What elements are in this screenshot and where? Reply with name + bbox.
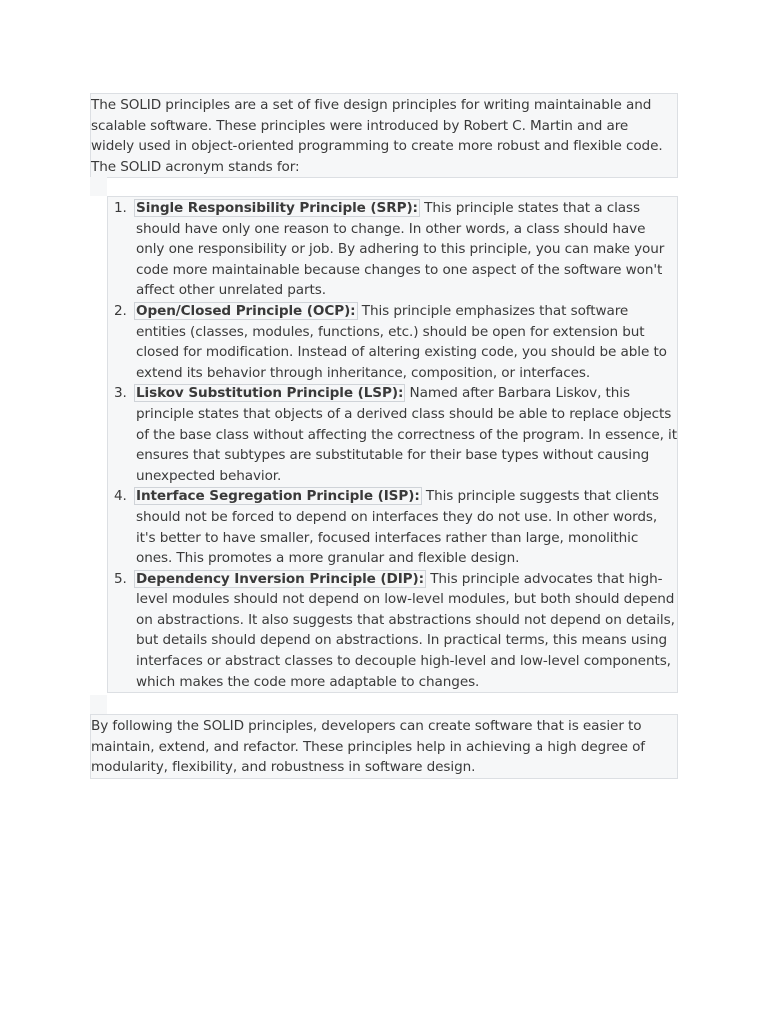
- outro-text: By following the SOLID principles, developers can create software that is easier to maintain, extend, and refactor. These principles help in achieving a high degree of modularity, flexibility, and robustness in software design.: [91, 718, 645, 776]
- list-item-number: 1.: [114, 200, 127, 216]
- principle-description: This principle states that a class should have only one reason to change. In other words, a class should have only one responsibility or job. By adhering to this principle, you can make your code more maintainable because changes to one aspect of the software won't affect other unrelated parts.: [136, 200, 665, 299]
- list-item-number: 5.: [114, 570, 127, 587]
- intro-text: The SOLID principles are a set of five design principles for writing maintainable and scalable software. These principles were introduced by Robert C. Martin and are widely used in object-oriented programming to create more robust and flexible code. The SOLID acronym stands for:: [91, 97, 663, 175]
- list-item-number: 3.: [114, 385, 127, 402]
- principle-description: This principle suggests that clients should not be forced to depend on interfaces they do not use. In other words, it's better to have smaller, focused interfaces rather than large, monolithic ones. This promotes a more granular and flexible design.: [136, 488, 659, 567]
- principle-term: Interface Segregation Principle (ISP):: [136, 488, 420, 505]
- outro-paragraph: [90, 714, 678, 779]
- principle-term: Single Responsibility Principle (SRP):: [136, 200, 418, 216]
- list-item: [108, 198, 677, 301]
- intro-paragraph: [90, 93, 678, 178]
- principles-list: [108, 198, 677, 692]
- principle-description: This principle advocates that high-level modules should not depend on low-level modules, but both should depend on abstractions. It also suggests that abstractions should not depend on details, but details should depend on abstractions. In practical terms, this means using interfaces or abstract classes to decouple high-level and low-level components, which makes the code more adaptable to changes.: [136, 570, 675, 690]
- list-item: [108, 383, 677, 486]
- principles-list-container: [107, 196, 678, 693]
- principle-description: This principle emphasizes that software entities (classes, modules, functions, etc.) should be open for extension but closed for modification. Instead of altering existing code, you should be able to extend its behavior through inheritance, composition, or interfaces.: [136, 302, 667, 381]
- list-item-number: 2.: [114, 302, 127, 319]
- list-gutter-top: [90, 177, 107, 196]
- principle-term: Open/Closed Principle (OCP):: [136, 302, 356, 319]
- list-item: [108, 301, 677, 383]
- list-item: [108, 569, 677, 693]
- list-gutter-bottom: [90, 695, 107, 714]
- list-item-number: 4.: [114, 488, 127, 505]
- list-item: [108, 486, 677, 568]
- principle-description: Named after Barbara Liskov, this principle states that objects of a derived class should be able to replace objects of the base class without affecting the correctness of the program. In essence, it ensures that subtypes are substitutable for their base types without causing unexpected behavior.: [136, 385, 677, 484]
- principle-term: Liskov Substitution Principle (LSP):: [136, 385, 404, 402]
- principle-term: Dependency Inversion Principle (DIP):: [136, 570, 424, 587]
